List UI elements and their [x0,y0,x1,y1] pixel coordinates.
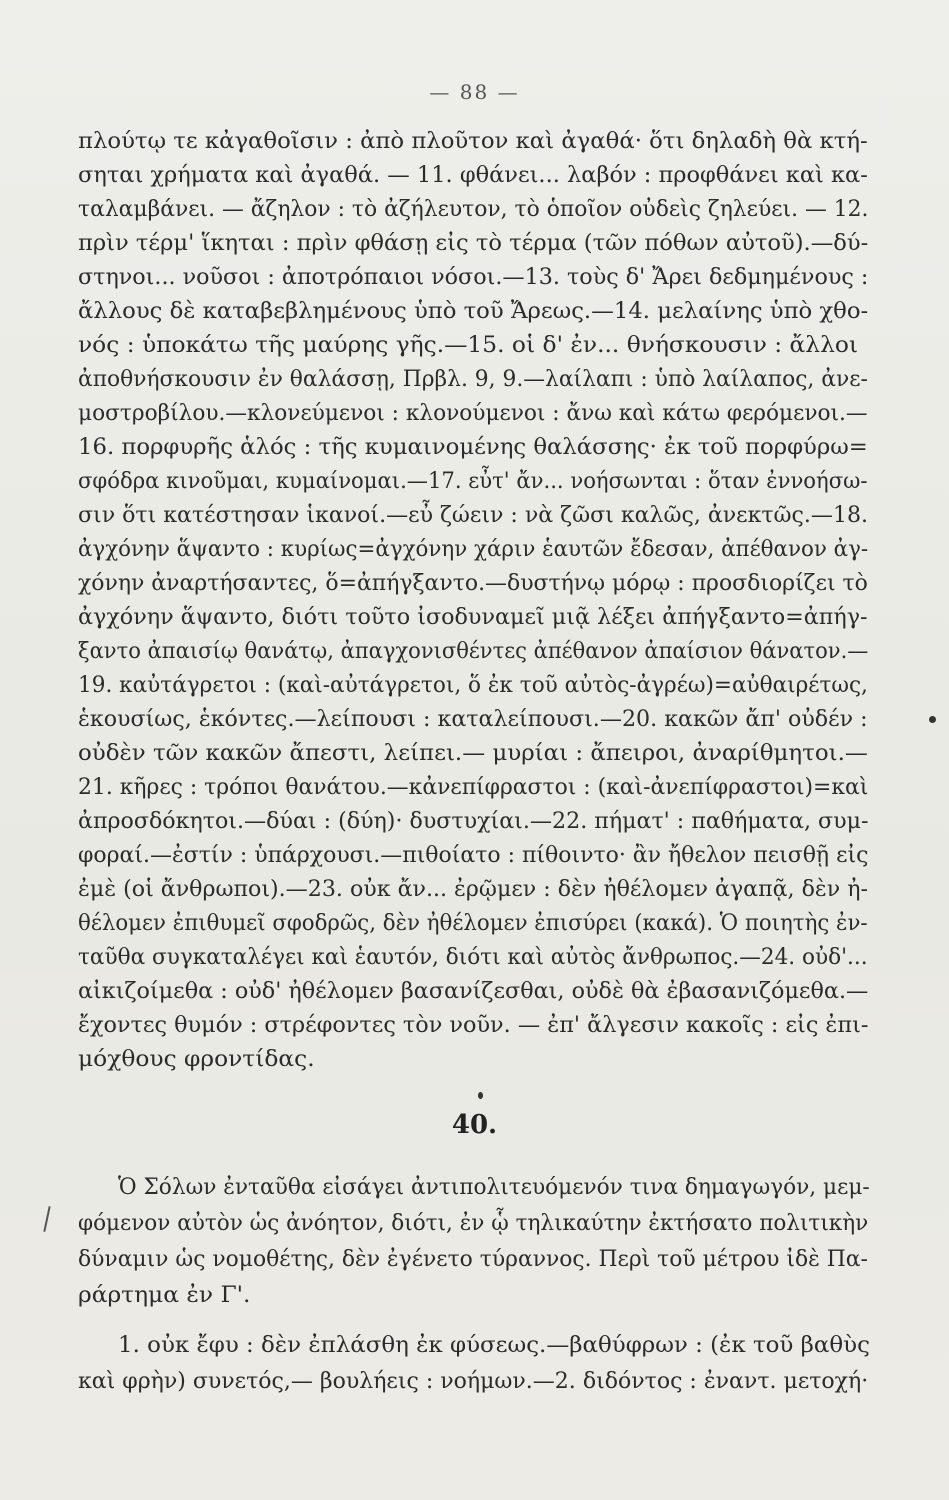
commentary-line: 21. κῆρες : τρόποι θανάτου.—κἀνεπίφραστοι : (καὶ-ἀνεπίφραστοι)=καὶ [78,775,869,800]
notes-line: καὶ φρὴν) συνετός,— βουλήεις : νοήμων.—2. διδόντος : ἐναντ. μετοχή· [78,1369,869,1394]
commentary-line: μοστροβίλου.—κλονεύμενοι : κλονούμενοι : ἄνω καὶ κάτω φερόμενοι.— [78,401,868,426]
commentary-line: σιν ὅτι κατέστησαν ἱκανοί.—εὖ ζώειν : νὰ ζῶσι καλῶς, ἀνεκτῶς.—18. [78,503,869,528]
intro-line: ράρτημα ἐν Γ'. [78,1283,251,1308]
commentary-line: 16. πορφυρῆς ἁλός : τῆς κυμαινομένης θαλάσσης· ἐκ τοῦ πορφύρω= [78,435,868,460]
commentary-line: ξαντο ἀπαισίῳ θανάτῳ, ἀπαγχονισθέντες ἀπέθανον ἀπαίσιον θάνατον.— [78,639,869,664]
commentary-line: μόχθους φροντίδας. [78,1047,315,1072]
commentary-line: ἀπροσδόκητοι.—δύαι : (δύη)· δυστυχίαι.—22. πήματ' : παθήματα, συμ- [78,809,869,834]
margin-mark [43,1206,50,1232]
commentary-line: ἑκουσίως, ἑκόντες.—λείπουσι : καταλείπουσι.—20. κακῶν ἄπ' οὐδέν : [78,707,868,732]
commentary-line: ἄλλους δὲ καταβεβλημένους ὑπὸ τοῦ Ἄρεως.—14. μελαίνης ὑπὸ χθο- [78,299,869,324]
commentary-line: ταλαμβάνει. — ἄζηλον : τὸ ἀζήλευτον, τὸ ὁποῖον οὐδεὶς ζηλεύει. — 12. [78,197,869,222]
notes-line: 1. οὐκ ἔφυ : δὲν ἐπλάσθη ἐκ φύσεως.—βαθύφρων : (ἐκ τοῦ βαθὺς [118,1333,870,1358]
commentary-line: χόνην ἀναρτήσαντες, ὅ=ἀπήγξαντο.—δυστήνῳ μόρῳ : προσδιορίζει τὸ [78,571,868,596]
commentary-line: οὐδὲν τῶν κακῶν ἄπεστι, λείπει.— μυρίαι : ἄπειροι, ἀναρίθμητοι.— [78,741,868,766]
commentary-line: ἐμὲ (οἱ ἄνθρωποι).—23. οὐκ ἄν... ἐρῷμεν : δὲν ἠθέλομεν ἀγαπᾷ, δὲν ἠ- [78,877,868,902]
ink-speck [478,1092,483,1099]
commentary-line: νός : ὑποκάτω τῆς μαύρης γῆς.—15. οἱ δ' ἐν... θνήσκουσιν : ἄλλοι [78,333,859,358]
intro-line: φόμενον αὐτὸν ὡς ἀνόητον, διότι, ἐν ᾧ τηλικαύτην ἐκτήσατο πολιτικὴν [78,1211,869,1236]
commentary-line: ἔχοντες θυμόν : στρέφοντες τὸν νοῦν. — ἐπ' ἄλγεσιν κακοῖς : εἰς ἐπι- [78,1013,869,1038]
page-number: — 88 — [429,80,520,104]
commentary-line: ταῦθα συγκαταλέγει καὶ ἑαυτόν, διότι καὶ αὐτὸς ἄνθρωπος.—24. οὐδ'... [78,945,868,970]
section-number: 40. [451,1110,498,1140]
commentary-line: αἰκιζοίμεθα : οὐδ' ἠθέλομεν βασανίζεσθαι, οὐδὲ θὰ ἐβασανιζόμεθα.— [78,979,869,1004]
ink-speck [929,716,936,723]
commentary-line: σηται χρήματα καὶ ἀγαθά. — 11. φθάνει... λαβόν : προφθάνει καὶ κα- [78,163,868,188]
commentary-line: φοραί.—ἐστίν : ὑπάρχουσι.—πιθοίατο : πίθοιντο· ἂν ἤθελον πεισθῇ εἰς [78,843,869,868]
commentary-line: 19. καὐτάγρετοι : (καὶ-αὐτάγρετοι, ὅ ἐκ τοῦ αὐτὸς-ἀγρέω)=αὐθαιρέτως, [78,673,868,698]
commentary-line: ἀγχόνην ἅψαντο : κυρίως=ἀγχόνην χάριν ἑαυτῶν ἔδεσαν, ἀπέθανον ἀγ- [78,537,869,562]
commentary-line: πλούτῳ τε κἀγαθοῖσιν : ἀπὸ πλοῦτον καὶ ἀγαθά· ὅτι δηλαδὴ θὰ κτή- [78,129,868,154]
commentary-line: στηνοι... νοῦσοι : ἀποτρόπαιοι νόσοι.—13. τοὺς δ' Ἄρει δεδμημένους : [78,265,869,290]
intro-line: Ὁ Σόλων ἐνταῦθα εἰσάγει ἀντιπολιτευόμενόν τινα δημαγωγόν, μεμ- [118,1175,870,1200]
commentary-line: ἀγχόνην ἅψαντο, διότι τοῦτο ἰσοδυναμεῖ μιᾷ λέξει ἀπήγξαντο=ἀπήγ- [78,605,868,630]
commentary-line: θέλομεν ἐπιθυμεῖ σφοδρῶς, δὲν ἠθέλομεν ἐπισύρει (κακά). Ὁ ποιητὴς ἐν- [78,911,868,936]
intro-line: δύναμιν ὡς νομοθέτης, δὲν ἐγένετο τύραννος. Περὶ τοῦ μέτρου ἰδὲ Πα- [78,1247,868,1272]
commentary-line: πρὶν τέρμ' ἵκηται : πρὶν φθάσῃ εἰς τὸ τέρμα (τῶν πόθων αὐτοῦ).—δύ- [78,231,869,256]
commentary-line: σφόδρα κινοῦμαι, κυμαίνομαι.—17. εὖτ' ἄν... νοήσωνται : ὅταν ἐννοήσω- [78,469,868,494]
commentary-line: ἀποθνήσκουσιν ἐν θαλάσσῃ, Πρβλ. 9, 9.—λαίλαπι : ὑπὸ λαίλαπος, ἀνε- [78,367,868,392]
